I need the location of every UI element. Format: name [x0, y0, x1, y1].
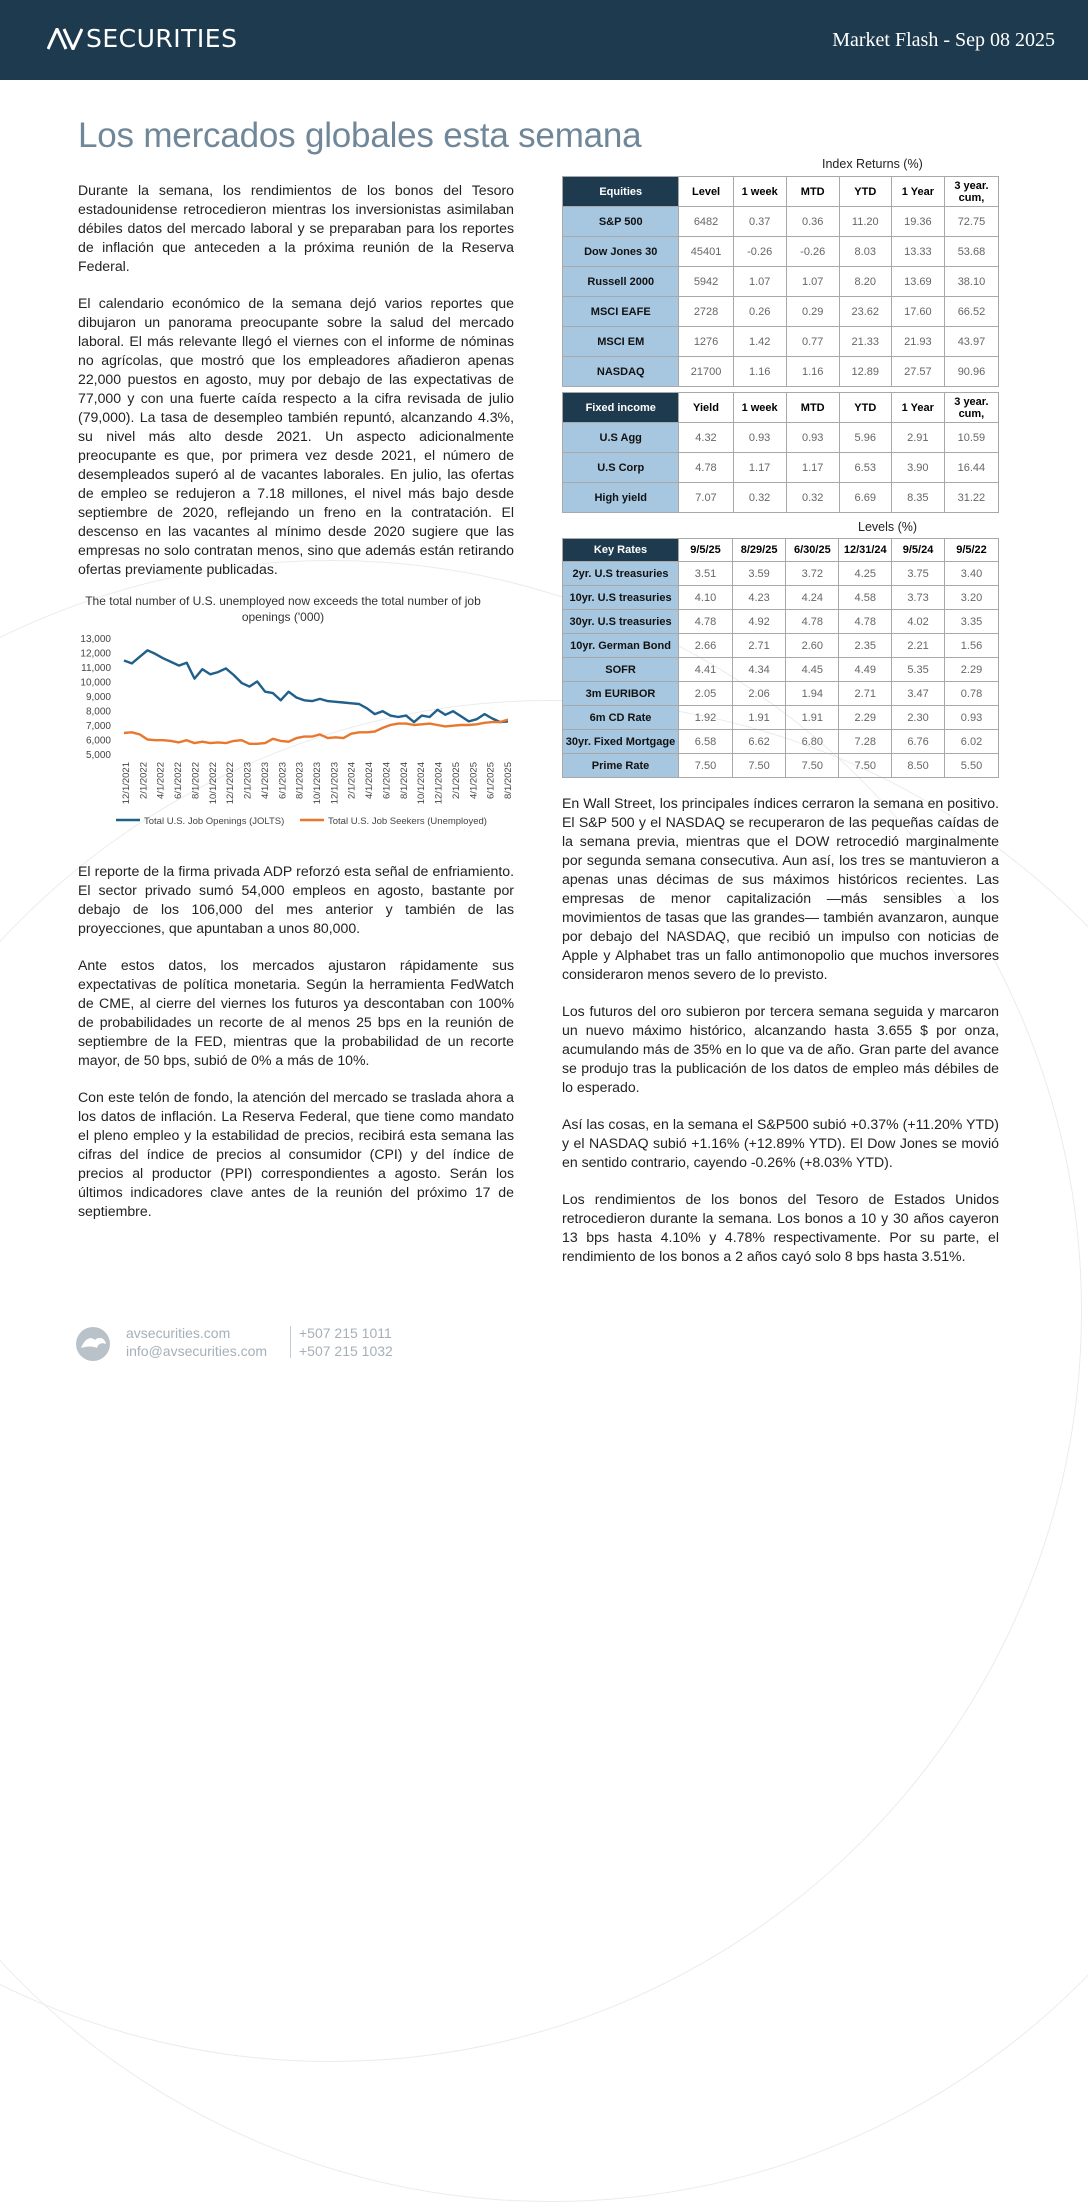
paragraph: En Wall Street, los principales índices cerraron la semana en positivo. El S&P 500 y el NASDAQ se recuperaron de las pequeñas caídas de la semana previa, mientras que el DOW retrocedió marginalmente por segunda semana consecutiva. Aun así, los tres se mantuvieron a apenas unas décimas de sus máximos históricos recientes. Las empresas de menor capitalización —más sensibles a los movimientos de tasas que las grandes— también avanzaron, aunque por debajo del NASDAQ, que recibió un impulso con noticias de Apple y Alphabet tras un fallo antimonopolio que muchos inversores consideraron menos severo de lo previsto.	[562, 795, 999, 982]
table-cell: 3.51	[679, 562, 733, 586]
table-cell: 2.60	[786, 634, 839, 658]
table-cell: 3.90	[891, 453, 944, 483]
x-tick-label: 6/1/2025	[485, 762, 497, 799]
table-cell: 1.16	[786, 357, 839, 387]
table-cell: 1.16	[733, 357, 786, 387]
table-cell: 1.17	[786, 453, 839, 483]
report-title: Market Flash - Sep 08 2025	[832, 29, 1055, 51]
paragraph: El calendario económico de la semana dejó varios reportes que dibujaron un panorama preocupante sobre la salud del mercado laboral. El más relevante llegó el viernes con el informe de nóminas no agrícolas, que mostró que los empleadores añadieron apenas 22,000 puestos en agosto, muy por debajo de las expectativas de 77,000 y con una fuerte caída respecto a la cifra revisada de julio (79,000). La tasa de desempleo también repuntó, alcanzando 4.3%, su nivel más alto desde 2021. Un aspecto adicionalmente preocupante es que, por primera vez desde 2021, el número de desempleados superó al de vacantes laborales. En julio, las ofertas de empleo se redujeron a 7.18 millones, el nivel más bajo desde septiembre de 2020, reflejando un freno en la contratación. El descenso en las vacantes al mínimo desde 2020 sugiere que las empresas no solo contratan menos, sino que además están retirando ofertas previamente publicadas.	[78, 295, 514, 577]
table-cell: 4.34	[732, 658, 785, 682]
table-cell: 27.57	[891, 357, 944, 387]
table-cell: 90.96	[944, 357, 998, 387]
table-cell: 0.37	[733, 207, 786, 237]
page-title: Los mercados globales esta semana	[78, 116, 642, 155]
table-cell: 4.78	[839, 610, 892, 634]
column-header: Yield	[679, 393, 733, 423]
table-cell: 0.93	[733, 423, 786, 453]
footer-contact	[126, 1324, 267, 1360]
table-row	[563, 453, 999, 483]
table-cell: 2.71	[732, 634, 785, 658]
x-tick-label: 10/1/2022	[207, 762, 219, 805]
table-cell: 21.93	[891, 327, 944, 357]
x-tick-label: 4/1/2025	[468, 762, 480, 799]
table-cell: 1.07	[786, 267, 839, 297]
table-cell: 2.21	[892, 634, 945, 658]
left-column-top	[78, 181, 514, 597]
paragraph: Durante la semana, los rendimientos de los bonos del Tesoro estadounidense retrocedieron mientras los inversionistas asimilaban débiles datos del mercado laboral y se preparaban para los reportes de inflación que anteceden a la próxima reunión de la Reserva Federal.	[78, 182, 514, 274]
row-label: 2yr. U.S treasuries	[563, 562, 679, 586]
table-row	[563, 586, 999, 610]
column-header: Equities	[563, 177, 679, 207]
table-cell: 45401	[679, 237, 733, 267]
y-tick-label: 8,000	[85, 706, 111, 718]
footer-email-link[interactable]: info@avsecurities.com	[126, 1343, 268, 1359]
table-cell: 7.50	[679, 754, 733, 778]
row-label: U.S Agg	[563, 423, 679, 453]
table-cell: 17.60	[891, 297, 944, 327]
column-header: 9/5/25	[679, 539, 733, 562]
table-cell: 5.96	[839, 423, 891, 453]
table-cell: 8.03	[839, 237, 891, 267]
table-cell: 4.45	[786, 658, 839, 682]
table-cell: 0.93	[945, 706, 999, 730]
y-tick-label: 10,000	[80, 677, 111, 689]
table-row	[563, 207, 999, 237]
table-cell: 2.06	[732, 682, 785, 706]
table-cell: 13.33	[891, 237, 944, 267]
column-header: 6/30/25	[786, 539, 839, 562]
table-row	[563, 682, 999, 706]
table-cell: 5942	[679, 267, 733, 297]
paragraph: Los rendimientos de los bonos del Tesoro de Estados Unidos retrocedieron durante la semana. Los bonos a 10 y 30 años cayeron 13 bps hasta 4.10% y 4.78% respectivamente. Por su parte, el rendimiento de los bonos a 2 años cayó solo 8 bps hasta 3.51%.	[562, 1191, 999, 1264]
table-cell: 7.07	[679, 483, 733, 513]
table-cell: 0.26	[733, 297, 786, 327]
row-label: SOFR	[563, 658, 679, 682]
table-cell: 1.17	[733, 453, 786, 483]
table-cell: 6482	[679, 207, 733, 237]
table-cell: 1276	[679, 327, 733, 357]
table-cell: 4.23	[732, 586, 785, 610]
paragraph: Así las cosas, en la semana el S&P500 subió +0.37% (+11.20% YTD) y el NASDAQ subió +1.16% (+12.89% YTD). El Dow Jones se movió en sentido contrario, cayendo -0.26% (+8.03% YTD).	[562, 1116, 999, 1170]
x-tick-label: 8/1/2023	[294, 762, 306, 799]
table-cell: 5.50	[945, 754, 999, 778]
table-cell: 1.56	[945, 634, 999, 658]
table-cell: 3.75	[892, 562, 945, 586]
table-cell: 4.25	[839, 562, 892, 586]
table-cell: 6.76	[892, 730, 945, 754]
x-tick-label: 12/1/2022	[225, 762, 237, 805]
x-tick-label: 6/1/2022	[173, 762, 185, 799]
table-cell: 72.75	[944, 207, 998, 237]
x-tick-label: 4/1/2024	[364, 762, 376, 799]
x-tick-label: 12/1/2024	[433, 762, 445, 805]
table-cell: 0.77	[786, 327, 839, 357]
y-tick-label: 6,000	[85, 735, 111, 747]
table-cell: 6.53	[839, 453, 891, 483]
table-cell: 4.58	[839, 586, 892, 610]
row-label: 30yr. Fixed Mortgage	[563, 730, 679, 754]
column-header: 1 week	[733, 393, 786, 423]
table-row	[563, 562, 999, 586]
y-tick-label: 9,000	[85, 692, 111, 703]
x-tick-label: 2/1/2022	[138, 762, 150, 799]
table-cell: 4.78	[679, 610, 733, 634]
levels-caption: Levels (%)	[858, 520, 918, 534]
table-cell: 2.05	[679, 682, 733, 706]
fixed-income-table	[562, 392, 999, 513]
table-cell: 11.20	[839, 207, 891, 237]
table-cell: 3.47	[892, 682, 945, 706]
table-cell: 6.02	[945, 730, 999, 754]
table-cell: 21.33	[839, 327, 891, 357]
row-label: NASDAQ	[563, 357, 679, 387]
chart-canvas	[78, 590, 514, 836]
column-header: 9/5/24	[892, 539, 945, 562]
table-cell: -0.26	[786, 237, 839, 267]
table-cell: 4.49	[839, 658, 892, 682]
table-row	[563, 754, 999, 778]
row-label: 3m EURIBOR	[563, 682, 679, 706]
column-header: MTD	[786, 393, 839, 423]
table-cell: 0.93	[786, 423, 839, 453]
table-row	[563, 357, 999, 387]
table-cell: 1.42	[733, 327, 786, 357]
column-header: 8/29/25	[732, 539, 785, 562]
x-tick-label: 2/1/2024	[346, 762, 358, 799]
footer-phone-1: +507 215 1011	[299, 1325, 392, 1341]
table-cell: 7.50	[786, 754, 839, 778]
table-cell: 66.52	[944, 297, 998, 327]
x-tick-label: 12/1/2021	[121, 762, 132, 805]
footer-logo-icon	[75, 1326, 111, 1362]
column-header: 3 year. cum,	[944, 177, 998, 207]
paragraph: Con este telón de fondo, la atención del mercado se traslada ahora a los datos de inflación. La Reserva Federal, que tiene como mandato el pleno empleo y la estabilidad de precios, recibirá esta semana las cifras del índice de precios al consumidor (CPI) y del índice de precios al productor (PPI) correspondientes a agosto. Serán los últimos indicadores clave antes de la reunión del próximo 17 de septiembre.	[78, 1089, 514, 1219]
x-tick-label: 6/1/2023	[277, 762, 289, 799]
table-cell: 4.78	[786, 610, 839, 634]
table-cell: 3.35	[945, 610, 999, 634]
table-cell: 3.40	[945, 562, 999, 586]
x-tick-label: 2/1/2025	[450, 762, 462, 799]
table-cell: 7.50	[839, 754, 892, 778]
table-header-row	[563, 539, 999, 562]
row-label: 10yr. German Bond	[563, 634, 679, 658]
table-cell: -0.26	[733, 237, 786, 267]
column-header: Level	[679, 177, 733, 207]
chart-title: The total number of U.S. unemployed now exceeds the total number of job openings ('000)	[85, 594, 481, 624]
legend-label: Total U.S. Job Seekers (Unemployed)	[328, 816, 487, 827]
table-row	[563, 237, 999, 267]
table-cell: 3.73	[892, 586, 945, 610]
table-row	[563, 327, 999, 357]
equities-table	[562, 176, 999, 387]
column-header: YTD	[839, 177, 891, 207]
row-label: U.S Corp	[563, 453, 679, 483]
table-cell: 4.41	[679, 658, 733, 682]
table-cell: 2.66	[679, 634, 733, 658]
av-logo-icon	[47, 28, 83, 50]
table-row	[563, 483, 999, 513]
column-header: YTD	[839, 393, 891, 423]
table-cell: 0.32	[733, 483, 786, 513]
table-cell: 0.78	[945, 682, 999, 706]
table-cell: 1.07	[733, 267, 786, 297]
table-cell: 43.97	[944, 327, 998, 357]
column-header: 3 year. cum,	[944, 393, 998, 423]
table-header-row	[563, 393, 999, 423]
x-tick-label: 4/1/2023	[259, 762, 271, 799]
table-row	[563, 730, 999, 754]
table-cell: 6.58	[679, 730, 733, 754]
table-row	[563, 267, 999, 297]
table-cell: 6.62	[732, 730, 785, 754]
series-line-seekers	[124, 720, 508, 744]
row-label: MSCI EAFE	[563, 297, 679, 327]
table-cell: 7.50	[732, 754, 785, 778]
column-header: Key Rates	[563, 539, 679, 562]
column-header: MTD	[786, 177, 839, 207]
table-cell: 21700	[679, 357, 733, 387]
column-header: 9/5/22	[945, 539, 999, 562]
table-cell: 1.91	[732, 706, 785, 730]
y-tick-label: 12,000	[80, 648, 111, 660]
table-cell: 12.89	[839, 357, 891, 387]
paragraph: Ante estos datos, los mercados ajustaron rápidamente sus expectativas de política monetaria. Según la herramienta FedWatch de CME, al cierre del viernes los futuros ya descontaban con 100% de probabilidades un recorte de al menos 25 bps en la reunión de septiembre de la FED, mientras que la probabilidad de un recorte mayor, de 50 bps, subió de 0% a más de 10%.	[78, 957, 514, 1068]
table-cell: 0.29	[786, 297, 839, 327]
paragraph: Los futuros del oro subieron por tercera semana seguida y marcaron un nuevo máximo histórico, alcanzando hasta 3.655 $ por onza, acumulando más de 35% en lo que va de año. Gran parte del avance se produjo tras la publicación de los datos de empleo más débiles de lo esperado.	[562, 1003, 999, 1095]
y-tick-label: 7,000	[85, 721, 111, 732]
footer-divider	[290, 1326, 291, 1358]
table-cell: 4.32	[679, 423, 733, 453]
left-column-bottom	[78, 862, 514, 1239]
row-label: 30yr. U.S treasuries	[563, 610, 679, 634]
table-cell: 3.59	[732, 562, 785, 586]
table-cell: 2.30	[892, 706, 945, 730]
x-tick-label: 8/1/2025	[503, 762, 514, 799]
table-cell: 2.35	[839, 634, 892, 658]
table-cell: 38.10	[944, 267, 998, 297]
table-row	[563, 658, 999, 682]
series-line-openings	[124, 650, 508, 722]
table-cell: 4.92	[732, 610, 785, 634]
table-cell: 53.68	[944, 237, 998, 267]
table-cell: 6.80	[786, 730, 839, 754]
row-label: S&P 500	[563, 207, 679, 237]
row-label: Russell 2000	[563, 267, 679, 297]
y-tick-label: 13,000	[80, 634, 111, 645]
table-cell: 6.69	[839, 483, 891, 513]
table-cell: 16.44	[944, 453, 998, 483]
table-cell: 19.36	[891, 207, 944, 237]
row-label: Prime Rate	[563, 754, 679, 778]
table-cell: 2.29	[945, 658, 999, 682]
column-header: Fixed income	[563, 393, 679, 423]
table-cell: 1.91	[786, 706, 839, 730]
key-rates-table	[562, 538, 999, 778]
unemployment-chart	[78, 590, 514, 836]
table-cell: 7.28	[839, 730, 892, 754]
y-tick-label: 5,000	[85, 750, 111, 761]
row-label: MSCI EM	[563, 327, 679, 357]
brand-name: SECURITIES	[86, 24, 238, 53]
column-header: 1 Year	[891, 177, 944, 207]
table-cell: 8.50	[892, 754, 945, 778]
table-cell: 8.35	[891, 483, 944, 513]
paragraph: El reporte de la firma privada ADP reforzó esta señal de enfriamiento. El sector privado sumó 54,000 empleos en agosto, bastante por debajo de los 106,000 del mes anterior y también de las proyecciones, que apuntaban a unos 80,000.	[78, 863, 514, 936]
row-label: 6m CD Rate	[563, 706, 679, 730]
x-tick-label: 2/1/2023	[242, 762, 254, 799]
footer-phone-2: +507 215 1032	[299, 1343, 393, 1359]
table-cell: 0.36	[786, 207, 839, 237]
table-header-row	[563, 177, 999, 207]
table-row	[563, 706, 999, 730]
index-returns-caption: Index Returns (%)	[822, 157, 923, 171]
table-row	[563, 634, 999, 658]
column-header: 1 Year	[891, 393, 944, 423]
row-label: High yield	[563, 483, 679, 513]
table-cell: 2.91	[891, 423, 944, 453]
row-label: 10yr. U.S treasuries	[563, 586, 679, 610]
column-header: 12/31/24	[839, 539, 892, 562]
x-tick-label: 4/1/2022	[155, 762, 167, 799]
table-cell: 4.02	[892, 610, 945, 634]
table-cell: 4.24	[786, 586, 839, 610]
x-tick-label: 10/1/2023	[312, 762, 323, 805]
x-tick-label: 10/1/2024	[416, 762, 428, 805]
table-cell: 1.92	[679, 706, 733, 730]
table-cell: 3.20	[945, 586, 999, 610]
header-bar	[0, 0, 1088, 80]
table-cell: 2728	[679, 297, 733, 327]
table-row	[563, 610, 999, 634]
table-row	[563, 297, 999, 327]
x-tick-label: 12/1/2023	[329, 762, 341, 805]
table-row	[563, 423, 999, 453]
footer-website-link[interactable]: avsecurities.com	[126, 1325, 231, 1341]
table-cell: 10.59	[944, 423, 998, 453]
column-header: 1 week	[733, 177, 786, 207]
table-cell: 4.78	[679, 453, 733, 483]
x-tick-label: 8/1/2022	[190, 762, 202, 799]
legend-label: Total U.S. Job Openings (JOLTS)	[144, 816, 285, 827]
table-cell: 31.22	[944, 483, 998, 513]
table-cell: 8.20	[839, 267, 891, 297]
table-cell: 4.10	[679, 586, 733, 610]
row-label: Dow Jones 30	[563, 237, 679, 267]
table-cell: 2.71	[839, 682, 892, 706]
footer-phones	[299, 1324, 393, 1360]
table-cell: 1.94	[786, 682, 839, 706]
table-cell: 13.69	[891, 267, 944, 297]
right-column	[562, 794, 999, 1284]
table-cell: 5.35	[892, 658, 945, 682]
table-cell: 3.72	[786, 562, 839, 586]
x-tick-label: 8/1/2024	[398, 762, 410, 799]
table-cell: 0.32	[786, 483, 839, 513]
x-tick-label: 6/1/2024	[381, 762, 393, 799]
brand-logo	[47, 24, 237, 53]
table-cell: 2.29	[839, 706, 892, 730]
y-tick-label: 11,000	[81, 663, 111, 674]
table-cell: 23.62	[839, 297, 891, 327]
